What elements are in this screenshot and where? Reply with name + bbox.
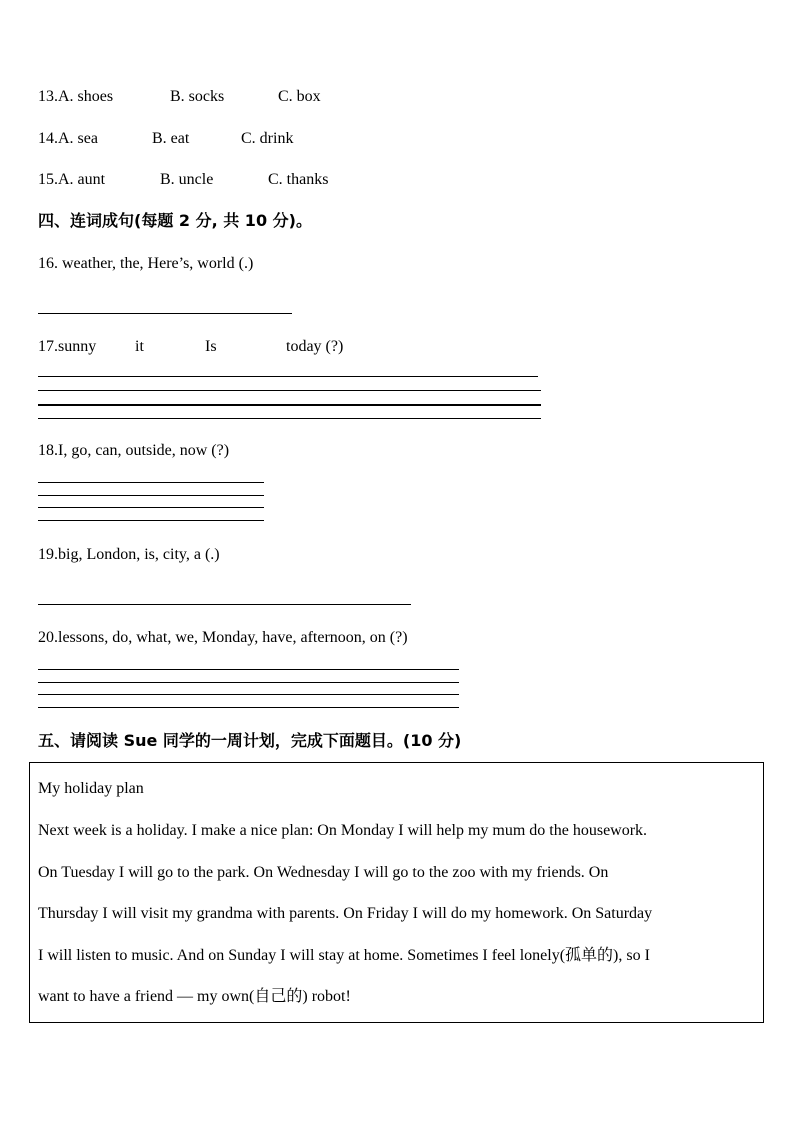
passage-title: My holiday plan bbox=[38, 780, 144, 797]
q20-answer-line-3[interactable] bbox=[38, 694, 459, 695]
passage-line-5: want to have a friend — my own(自己的) robot! bbox=[38, 988, 351, 1005]
q17-answer-line-3[interactable] bbox=[38, 404, 541, 406]
q18-answer-line-1[interactable] bbox=[38, 482, 264, 483]
q15-option-b: B. uncle bbox=[160, 171, 214, 188]
passage-line-3: Thursday I will visit my grandma with parents. On Friday I will do my homework. On Saturday bbox=[38, 905, 653, 922]
q20-answer-line-4[interactable] bbox=[38, 707, 459, 708]
q16-answer-line[interactable] bbox=[38, 313, 292, 314]
reading-passage-box bbox=[29, 762, 764, 1023]
q14-option-c: C. drink bbox=[241, 130, 294, 147]
passage-line-1: Next week is a holiday. I make a nice plan: On Monday I will help my mum do the housework. bbox=[38, 822, 648, 839]
q18-answer-line-2[interactable] bbox=[38, 495, 264, 496]
q14-option-a: 14.A. sea bbox=[38, 130, 98, 147]
q20-answer-line-2[interactable] bbox=[38, 682, 459, 683]
q17-word-it: it bbox=[135, 338, 144, 355]
passage-line-4: I will listen to music. And on Sunday I will stay at home. Sometimes I feel lonely(孤单的), so I bbox=[38, 947, 650, 964]
q15-option-a: 15.A. aunt bbox=[38, 171, 106, 188]
q19-answer-line[interactable] bbox=[38, 604, 411, 605]
passage-line-2: On Tuesday I will go to the park. On Wednesday I will go to the zoo with my friends. On bbox=[38, 864, 609, 881]
q18-prompt: 18.I, go, can, outside, now (?) bbox=[38, 442, 230, 459]
q20-answer-line-1[interactable] bbox=[38, 669, 459, 670]
q17-word-today: today (?) bbox=[286, 338, 344, 355]
q18-answer-line-3[interactable] bbox=[38, 507, 264, 508]
q17-answer-line-2[interactable] bbox=[38, 390, 541, 391]
q15-option-c: C. thanks bbox=[268, 171, 329, 188]
q13-option-c: C. box bbox=[278, 88, 321, 105]
q13-option-b: B. socks bbox=[170, 88, 225, 105]
section4-heading: 四、连词成句(每题 2 分, 共 10 分)。 bbox=[38, 211, 312, 230]
q19-prompt: 19.big, London, is, city, a (.) bbox=[38, 546, 220, 563]
q17-answer-line-1[interactable] bbox=[38, 376, 538, 377]
q20-prompt: 20.lessons, do, what, we, Monday, have, afternoon, on (?) bbox=[38, 629, 408, 646]
q18-answer-line-4[interactable] bbox=[38, 520, 264, 521]
q14-option-b: B. eat bbox=[152, 130, 190, 147]
q17-word-is: Is bbox=[205, 338, 217, 355]
q17-answer-line-4[interactable] bbox=[38, 418, 541, 419]
q17-word-sunny: 17.sunny bbox=[38, 338, 97, 355]
q16-prompt: 16. weather, the, Here’s, world (.) bbox=[38, 255, 254, 272]
q13-option-a: 13.A. shoes bbox=[38, 88, 114, 105]
section5-heading: 五、请阅读 Sue 同学的一周计划，完成下面题目。(10 分) bbox=[38, 731, 462, 750]
